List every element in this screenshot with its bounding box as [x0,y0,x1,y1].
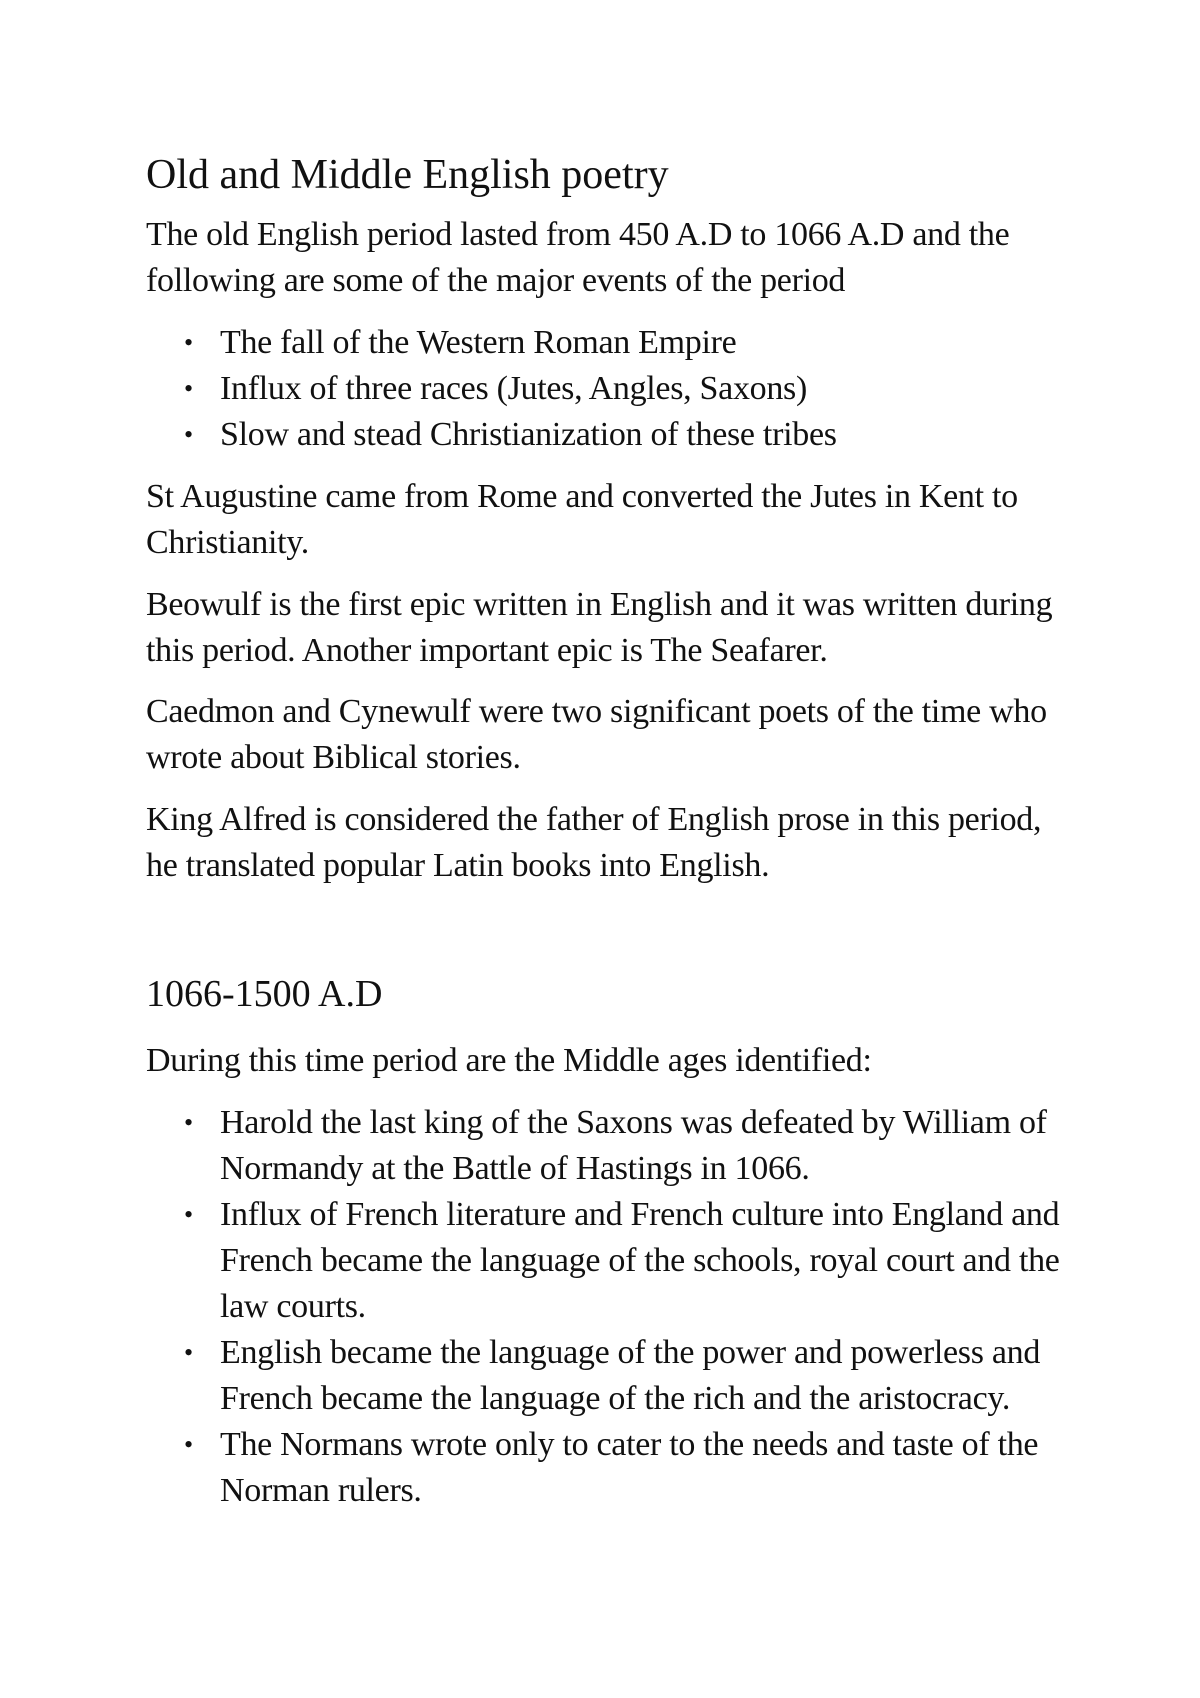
bullet-icon: • [184,1108,193,1137]
paragraph-alfred: King Alfred is considered the father of English prose in this period, he translated popular Latin books into English. [146,801,1042,884]
list-item-text: English became the language of the power and powerless and French became the language of the rich and the aristocracy. [220,1334,1041,1417]
list-item-text: Influx of French literature and French culture into England and French became the language of the schools, royal court and the law courts. [220,1196,1060,1325]
list-item [146,366,1076,412]
list-item [146,412,1076,458]
section1-title: Old and Middle English poetry [146,152,669,198]
list-item [146,1100,1076,1192]
list-item [146,1192,1076,1330]
section2-intro: During this time period are the Middle ages identified: [146,1042,872,1079]
paragraph-augustine: St Augustine came from Rome and converted the Jutes in Kent to Christianity. [146,478,1018,561]
list-item-text: Slow and stead Christianization of these tribes [220,416,837,453]
bullet-icon: • [184,1338,193,1367]
list-item-text: The fall of the Western Roman Empire [220,324,737,361]
list-item-text: The Normans wrote only to cater to the needs and taste of the Norman rulers. [220,1426,1039,1509]
section1-intro: The old English period lasted from 450 A.D to 1066 A.D and the following are some of the major events of the period [146,216,1010,299]
list-item [146,1330,1076,1422]
section1-bullet-list [146,320,1076,458]
bullet-icon: • [184,374,193,403]
bullet-icon: • [184,1200,193,1229]
bullet-icon: • [184,328,193,357]
section2-title: 1066-1500 A.D [146,973,383,1015]
list-item-text: Harold the last king of the Saxons was defeated by William of Normandy at the Battle of Hastings in 1066. [220,1104,1047,1187]
list-item [146,320,1076,366]
paragraph-caedmon: Caedmon and Cynewulf were two significant poets of the time who wrote about Biblical stories. [146,693,1047,776]
list-item-text: Influx of three races (Jutes, Angles, Saxons) [220,370,808,407]
list-item [146,1422,1076,1514]
section2-bullet-list [146,1100,1076,1514]
paragraph-beowulf: Beowulf is the first epic written in English and it was written during this period. Another important epic is The Seafarer. [146,586,1053,669]
bullet-icon: • [184,420,193,449]
bullet-icon: • [184,1430,193,1459]
